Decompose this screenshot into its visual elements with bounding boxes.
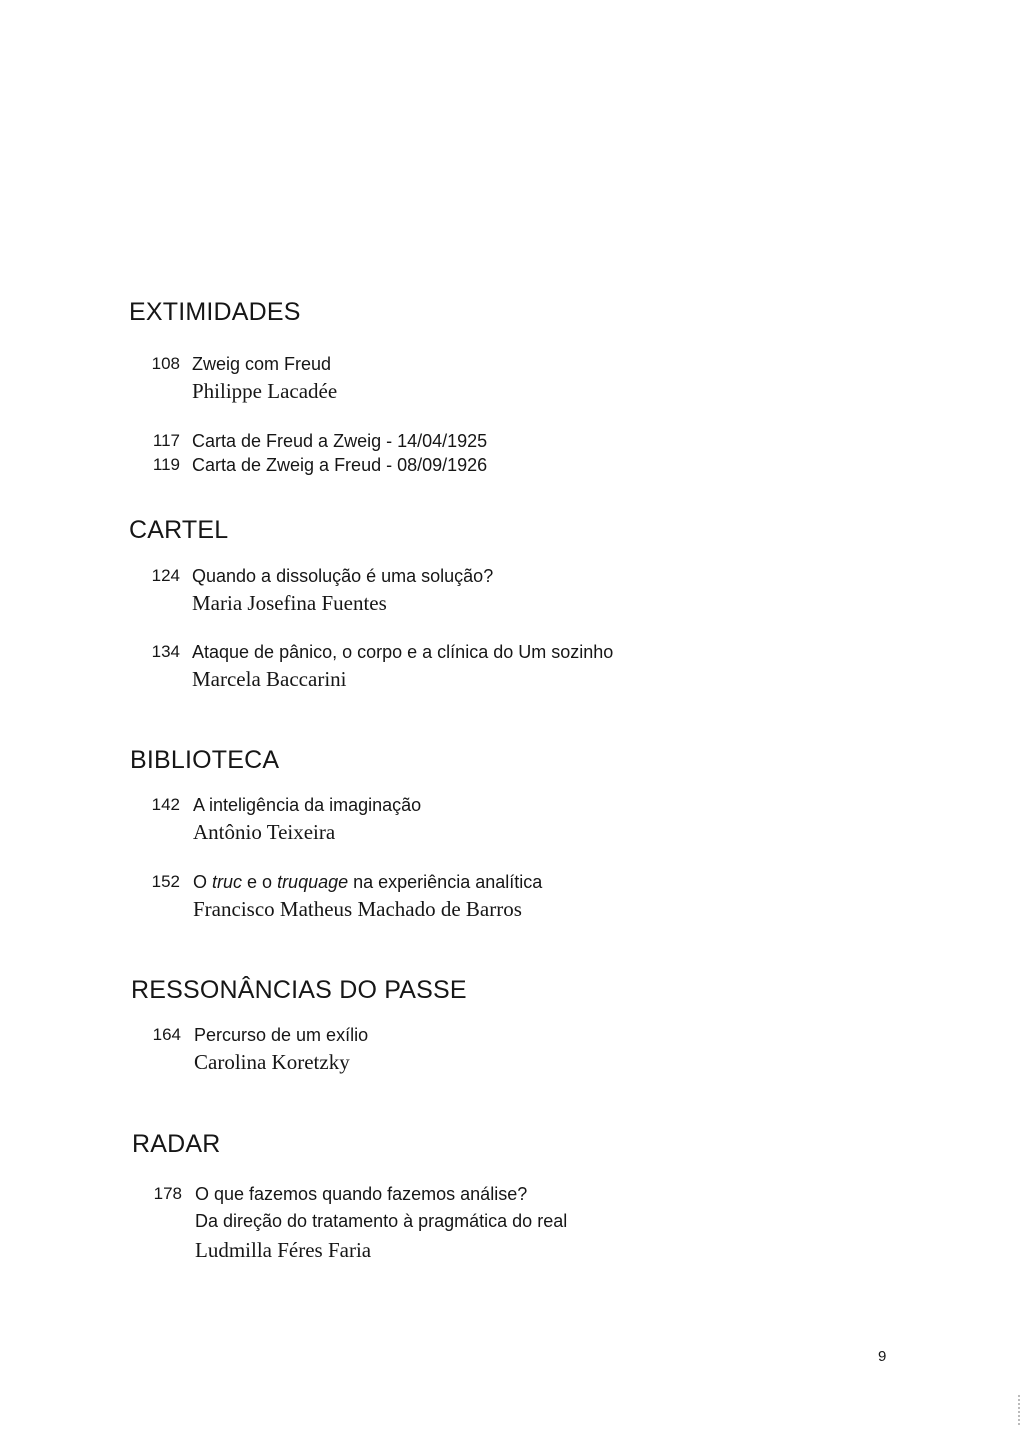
entry-title: Carta de Zweig a Freud - 08/09/1926 [192,455,488,475]
section-heading: CARTEL [129,516,229,544]
scan-edge-mark [1016,1395,1020,1425]
entry-author: Ludmilla Féres Faria [195,1238,372,1262]
entry-title-part: O [193,872,213,892]
section-heading: BIBLIOTECA [130,746,280,774]
entry-page-number: 124 [151,566,180,585]
entry-title [193,870,542,894]
entry-author: Antônio Teixeira [193,820,336,844]
entry-page-number: 117 [152,431,180,450]
entry-title-part: na experiência analítica [348,872,543,892]
entry-author: Carolina Koretzky [194,1050,350,1074]
section-heading: RADAR [132,1130,221,1158]
entry-author: Francisco Matheus Machado de Barros [193,897,522,921]
entry-page-number: 134 [151,642,180,661]
section-heading: EXTIMIDADES [129,298,301,326]
entry-author: Maria Josefina Fuentes [192,591,387,615]
entry-author: Philippe Lacadée [192,379,338,403]
entry-title: Percurso de um exílio [194,1025,369,1045]
entry-author: Marcela Baccarini [192,667,347,691]
entry-title: O que fazemos quando fazemos análise? [195,1184,528,1204]
entry-subtitle: Da direção do tratamento à pragmática do real [195,1211,568,1231]
entry-page-number: 178 [153,1184,182,1203]
entry-title: Quando a dissolução é uma solução? [192,566,494,586]
entry-title: A inteligência da imaginação [193,795,422,815]
entry-page-number: 119 [152,455,180,474]
section-heading: RESSONÂNCIAS DO PASSE [131,976,467,1004]
page-number: 9 [878,1348,887,1365]
entry-title-part: e o [242,872,278,892]
entry-title-italic-term: truc [212,872,243,892]
entry-page-number: 108 [151,354,180,373]
entry-page-number: 152 [151,872,180,891]
entry-title: Ataque de pânico, o corpo e a clínica do Um sozinho [192,642,614,662]
entry-page-number: 142 [151,795,180,814]
entry-title-italic-term: truquage [277,872,349,892]
entry-page-number: 164 [152,1025,181,1044]
entry-title: Carta de Freud a Zweig - 14/04/1925 [192,431,488,451]
entry-title: Zweig com Freud [192,354,332,374]
